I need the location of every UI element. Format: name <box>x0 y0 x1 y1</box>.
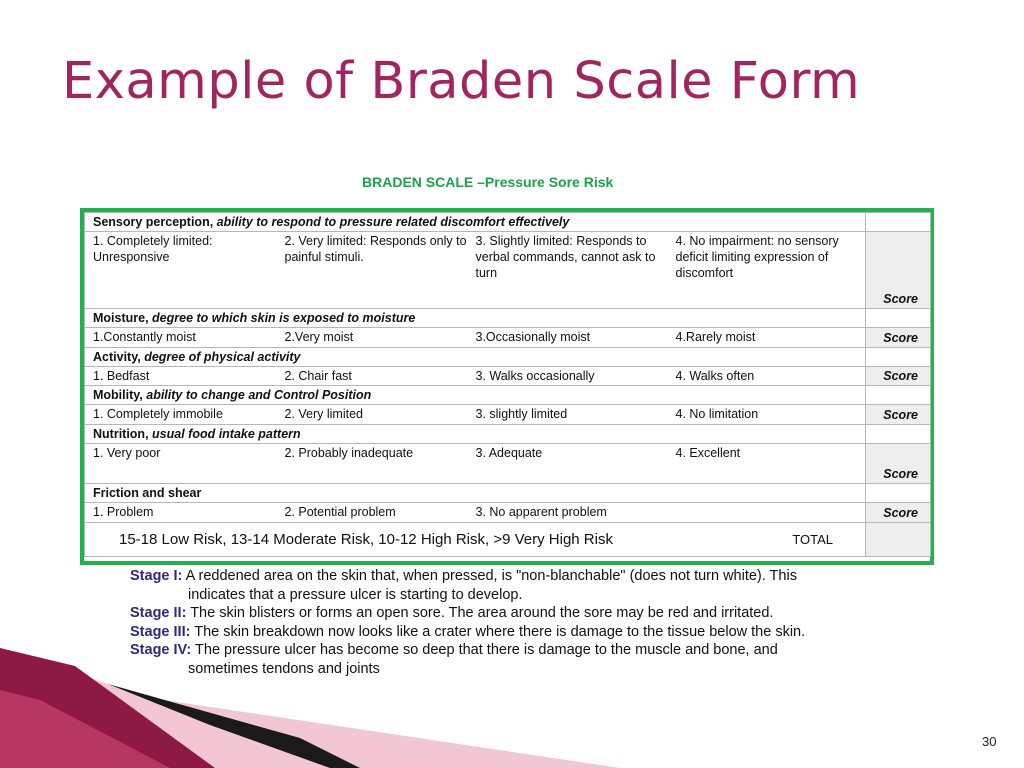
score-cell-sensory[interactable]: Score <box>866 232 931 309</box>
score-header-cell <box>866 425 931 444</box>
option-cell: 1.Constantly moist <box>85 328 281 348</box>
option-cell: 4. No limitation <box>672 405 866 425</box>
score-cell-mobility[interactable]: Score <box>866 405 931 425</box>
option-cell: 3. Adequate <box>472 444 672 484</box>
options-row-mobility <box>85 405 931 425</box>
option-cell: 3. No apparent problem <box>472 503 672 523</box>
page-number: 30 <box>982 734 997 749</box>
option-cell: 3.Occasionally moist <box>472 328 672 348</box>
score-header-cell <box>866 348 931 367</box>
score-header-cell <box>866 484 931 503</box>
option-cell: 2.Very moist <box>281 328 472 348</box>
category-label-moisture: Moisture, degree to which skin is exposed to moisture <box>85 309 866 328</box>
option-cell: 3. Slightly limited: Responds to verbal commands, cannot ask to turn <box>472 232 672 309</box>
option-cell: 3. Walks occasionally <box>472 367 672 386</box>
stage-text: The skin breakdown now looks like a crater where there is damage to the tissue below the skin. <box>194 623 806 640</box>
options-row-friction <box>85 503 931 523</box>
option-cell: 4. Excellent <box>672 444 866 484</box>
category-label-friction: Friction and shear <box>85 484 866 503</box>
category-label-activity: Activity, degree of physical activity <box>85 348 866 367</box>
stage-label: Stage IV: <box>130 642 192 658</box>
braden-form-frame <box>80 208 934 565</box>
total-score-cell[interactable] <box>866 523 931 557</box>
option-cell <box>672 503 866 523</box>
category-row-sensory <box>85 213 931 232</box>
option-cell: 4. No impairment: no sensory deficit limiting expression of discomfort <box>672 232 866 309</box>
score-header-cell <box>866 309 931 328</box>
stage-text: The skin blisters or forms an open sore. The area around the sore may be red and irritated. <box>190 605 774 621</box>
stage-label: Stage II: <box>130 605 187 621</box>
slide-title: Example of Braden Scale Form <box>62 52 861 111</box>
option-cell: 4. Walks often <box>672 367 866 386</box>
option-cell: 2. Very limited <box>281 405 472 425</box>
stage-text: A reddened area on the skin that, when pressed, is "non-blanchable" (does not turn white). This <box>185 568 797 584</box>
category-row-moisture <box>85 309 931 328</box>
score-cell-activity[interactable]: Score <box>866 367 931 386</box>
stage-label: Stage III: <box>130 623 191 640</box>
option-cell: 2. Chair fast <box>281 367 472 386</box>
score-header-cell <box>866 213 931 232</box>
score-cell-friction[interactable]: Score <box>866 503 931 523</box>
options-row-activity <box>85 367 931 386</box>
braden-scale-heading: BRADEN SCALE –Pressure Sore Risk <box>362 174 614 190</box>
category-label-sensory: Sensory perception, ability to respond to pressure related discomfort effectively <box>85 213 866 232</box>
options-row-sensory <box>85 232 931 309</box>
stage-label: Stage I: <box>130 568 183 584</box>
option-cell: 1. Problem <box>85 503 281 523</box>
option-cell: 2. Potential problem <box>281 503 472 523</box>
total-label: TOTAL <box>672 523 866 557</box>
score-header-cell <box>866 386 931 405</box>
corner-decoration <box>0 600 620 768</box>
option-cell: 3. slightly limited <box>472 405 672 425</box>
options-row-nutrition <box>85 444 931 484</box>
stage-text: The pressure ulcer has become so deep that there is damage to the muscle and bone, and <box>195 642 778 658</box>
option-cell: 2. Probably inadequate <box>281 444 472 484</box>
category-row-friction <box>85 484 931 503</box>
options-row-moisture <box>85 328 931 348</box>
option-cell: 1. Very poor <box>85 444 281 484</box>
option-cell: 4.Rarely moist <box>672 328 866 348</box>
category-label-nutrition: Nutrition, usual food intake pattern <box>85 425 866 444</box>
stage-text-continuation: indicates that a pressure ulcer is starting to develop. <box>188 586 523 603</box>
option-cell: 1. Bedfast <box>85 367 281 386</box>
category-row-activity <box>85 348 931 367</box>
risk-legend: 15-18 Low Risk, 13-14 Moderate Risk, 10-12 High Risk, >9 Very High Risk <box>85 523 672 557</box>
category-row-nutrition <box>85 425 931 444</box>
option-cell: 1. Completely immobile <box>85 405 281 425</box>
score-cell-nutrition[interactable]: Score <box>866 444 931 484</box>
category-label-mobility: Mobility, ability to change and Control Position <box>85 386 866 405</box>
option-cell: 1. Completely limited: Unresponsive <box>85 232 281 309</box>
braden-scale-table <box>84 212 931 557</box>
score-cell-moisture[interactable]: Score <box>866 328 931 348</box>
stage-item <box>130 567 910 604</box>
option-cell: 2. Very limited: Responds only to painful stimuli. <box>281 232 472 309</box>
category-row-mobility <box>85 386 931 405</box>
total-row <box>85 523 931 557</box>
stage-text-continuation: sometimes tendons and joints <box>188 660 380 677</box>
